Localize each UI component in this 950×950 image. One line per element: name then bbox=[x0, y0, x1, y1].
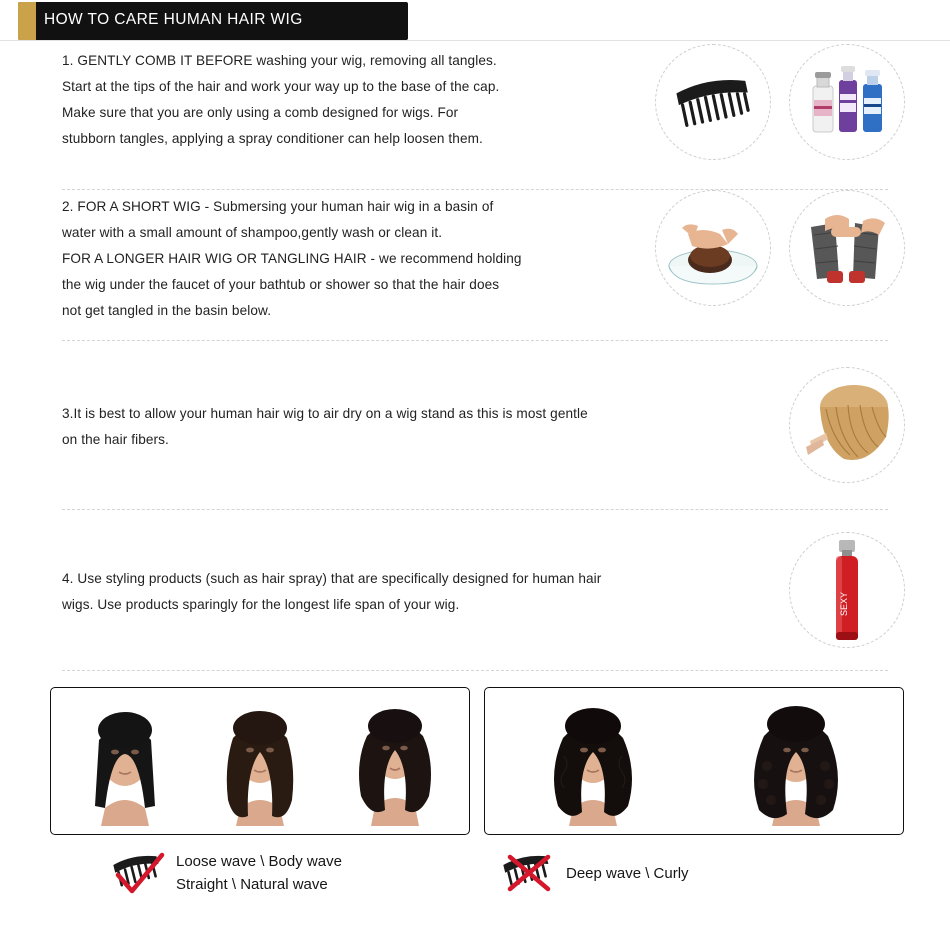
step-4-line-2: wigs. Use products sparingly for the longest life span of your wig. bbox=[62, 597, 460, 612]
step-3-line-1: 3.It is best to allow your human hair wig to air dry on a wig stand as this is most gentle bbox=[62, 406, 588, 421]
legend-left-line-2: Straight \ Natural wave bbox=[176, 876, 328, 893]
step-1 bbox=[0, 44, 950, 189]
step-4-figures bbox=[779, 532, 905, 648]
wig-style-comparison bbox=[0, 687, 950, 835]
step-1-text bbox=[62, 44, 645, 152]
legend-not-recommended bbox=[470, 847, 890, 899]
legend-right-line-1: Deep wave \ Curly bbox=[566, 864, 689, 882]
curly-wig-thumb bbox=[731, 696, 861, 826]
svg-text:SEXY: SEXY bbox=[839, 591, 849, 617]
page-title: HOW TO CARE HUMAN HAIR WIG bbox=[44, 11, 303, 28]
step-2-text bbox=[62, 190, 645, 324]
step-3 bbox=[0, 341, 950, 509]
check-comb-badge bbox=[108, 847, 170, 899]
step-1-line-3: Make sure that you are only using a comb designed for wigs. For bbox=[62, 105, 459, 120]
step-4-text bbox=[62, 562, 779, 618]
wig-comb-icon bbox=[655, 44, 771, 160]
step-4 bbox=[0, 510, 950, 670]
recommended-wig-styles bbox=[50, 687, 470, 835]
loose-wave-wig-thumb bbox=[335, 696, 455, 826]
straight-wig-thumb bbox=[65, 696, 185, 826]
hairspray-can-icon bbox=[789, 532, 905, 648]
not-recommended-wig-styles bbox=[484, 687, 904, 835]
step-2-line-5: not get tangled in the basin below. bbox=[62, 303, 272, 318]
step-3-text bbox=[62, 397, 779, 453]
wig-on-stand-icon bbox=[789, 367, 905, 483]
step-2-line-2: water with a small amount of shampoo,gently wash or clean it. bbox=[62, 225, 443, 240]
spray-bottles-icon bbox=[789, 44, 905, 160]
page-header bbox=[0, 0, 950, 44]
cross-comb-badge bbox=[498, 847, 560, 899]
comparison-legend bbox=[0, 847, 950, 899]
step-3-figures bbox=[779, 367, 905, 483]
legend-not-recommended-label bbox=[560, 862, 689, 885]
step-4-line-1: 4. Use styling products (such as hair spray) that are specifically designed for human hair bbox=[62, 571, 602, 586]
deep-wave-wig-thumb bbox=[528, 696, 658, 826]
washing-wig-in-basin-icon bbox=[655, 190, 771, 306]
towel-drying-wig-icon bbox=[789, 190, 905, 306]
step-2-line-1: 2. FOR A SHORT WIG - Submersing your human hair wig in a basin of bbox=[62, 199, 494, 214]
step-1-line-2: Start at the tips of the hair and work your way up to the base of the cap. bbox=[62, 79, 500, 94]
body-wave-wig-thumb bbox=[200, 696, 320, 826]
step-4-divider bbox=[62, 670, 888, 671]
header-accent-block bbox=[18, 2, 36, 40]
step-2-figures bbox=[645, 190, 905, 306]
legend-recommended-label bbox=[170, 850, 342, 896]
header-divider bbox=[0, 40, 950, 41]
step-2-line-4: the wig under the faucet of your bathtub or shower so that the hair does bbox=[62, 277, 500, 292]
legend-recommended bbox=[50, 847, 470, 899]
step-2 bbox=[0, 190, 950, 340]
step-1-line-4: stubborn tangles, applying a spray conditioner can help loosen them. bbox=[62, 131, 483, 146]
step-2-line-3: FOR A LONGER HAIR WIG OR TANGLING HAIR - we recommend holding bbox=[62, 251, 522, 266]
step-1-figures bbox=[645, 44, 905, 160]
step-3-line-2: on the hair fibers. bbox=[62, 432, 169, 447]
step-1-line-1: 1. GENTLY COMB IT BEFORE washing your wig, removing all tangles. bbox=[62, 53, 497, 68]
legend-left-line-1: Loose wave \ Body wave bbox=[176, 853, 342, 870]
